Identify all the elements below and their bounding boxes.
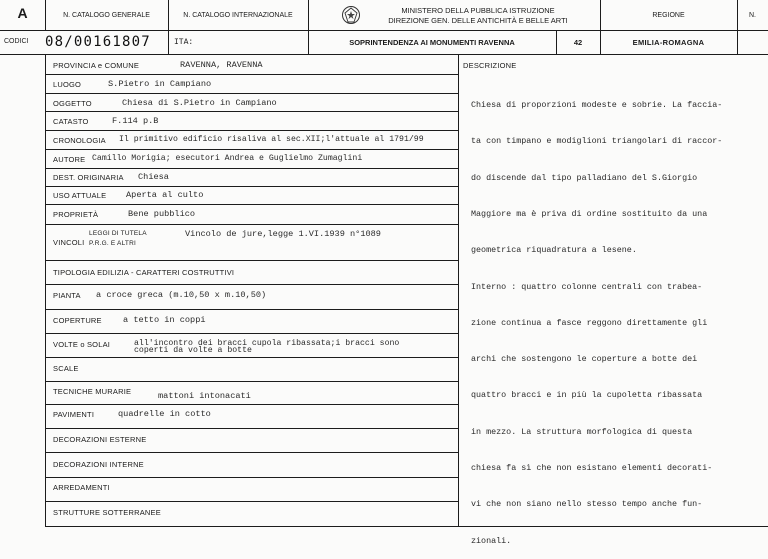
luogo-value: S.Pietro in Campiano xyxy=(108,79,212,89)
descrizione-line: vi che non siano nello stesso tempo anche fun- xyxy=(471,499,703,510)
uso-attuale-value: Aperta al culto xyxy=(126,190,204,200)
volte-value-line2: coperti da volte a botte xyxy=(134,346,252,355)
row-rule xyxy=(45,224,458,225)
row-rule xyxy=(45,149,458,150)
descrizione-line: zionali. xyxy=(471,535,512,546)
vincoli-value: Vincolo de jure,legge 1.VI.1939 n°1089 xyxy=(185,229,381,239)
descrizione-line: Interno : quattro colonne centrali con trabea- xyxy=(471,281,703,292)
row-rule xyxy=(45,168,458,169)
descrizione-line: do discende dal tipo palladiano del S.Giorgio xyxy=(471,172,698,183)
vincoli-sublabel-1: LEGGI DI TUTELA xyxy=(89,230,147,237)
header-divider xyxy=(737,0,738,54)
autore-label: AUTORE xyxy=(53,155,86,164)
catasto-value: F.114 p.B xyxy=(112,116,159,126)
ita-label: ITA: xyxy=(174,38,194,47)
header-divider xyxy=(168,0,169,54)
descrizione-line: Maggiore ma è priva di ordine sostituito da una xyxy=(471,209,708,220)
row-rule xyxy=(45,260,458,261)
oggetto-value: Chiesa di S.Pietro in Campiano xyxy=(122,98,277,108)
proprieta-label: PROPRIETÀ xyxy=(53,210,99,219)
emblem-icon xyxy=(341,4,361,26)
row-rule xyxy=(45,381,458,382)
row-rule xyxy=(45,130,458,131)
row-rule xyxy=(45,357,458,358)
row-rule xyxy=(45,501,458,502)
descrizione-text xyxy=(471,75,722,559)
row-rule xyxy=(45,477,458,478)
tecniche-label: TECNICHE MURARIE xyxy=(53,387,132,396)
dest-originaria-label: DEST. ORIGINARIA xyxy=(53,173,124,182)
soprintendenza-code: 42 xyxy=(573,38,583,47)
oggetto-label: OGGETTO xyxy=(53,99,92,108)
arredamenti-label: ARREDAMENTI xyxy=(53,483,110,492)
row-rule xyxy=(45,404,458,405)
row-rule xyxy=(45,93,458,94)
descrizione-line: ta con timpano e modiglioni triangolari di raccor- xyxy=(471,136,723,147)
volte-value-line1: all'incontro dei bracci cupola ribassata;i bracci sono xyxy=(134,339,400,348)
descrizione-line: chiesa fa sì che non esistano elementi decorati- xyxy=(471,463,713,473)
left-margin-rule xyxy=(45,54,46,526)
pianta-label: PIANTA xyxy=(53,291,81,300)
scale-label: SCALE xyxy=(53,364,79,373)
row-rule xyxy=(45,74,458,75)
catasto-label: CATASTO xyxy=(53,117,89,126)
pavimenti-value: quadrelle in cotto xyxy=(118,409,211,419)
descrizione-line: zione continua a fasce reggono direttamente gli xyxy=(471,317,708,328)
row-rule xyxy=(45,111,458,112)
descrizione-line: geometrica riquadratura a lesene. xyxy=(471,245,637,256)
rule-top xyxy=(0,30,768,31)
row-rule xyxy=(45,309,458,310)
decorazioni-esterne-label: DECORAZIONI ESTERNE xyxy=(53,435,147,444)
regione-value: EMILIA-ROMAGNA xyxy=(632,38,705,47)
coperture-label: COPERTURE xyxy=(53,316,102,325)
row-rule xyxy=(45,204,458,205)
row-rule xyxy=(45,284,458,285)
dest-originaria-value: Chiesa xyxy=(138,172,169,182)
strutture-label: STRUTTURE SOTTERRANEE xyxy=(53,508,161,517)
pavimenti-label: PAVIMENTI xyxy=(53,410,95,419)
ministry-line-1: MINISTERO DELLA PUBBLICA ISTRUZIONE xyxy=(401,6,555,15)
pianta-value: a croce greca (m.10,50 x m.10,50) xyxy=(96,290,267,300)
cronologia-value: Il primitivo edificio risaliva al sec.XII;l'attuale al 1791/99 xyxy=(119,135,424,144)
row-rule xyxy=(45,333,458,334)
column-divider xyxy=(458,54,459,526)
n-label: N. xyxy=(749,12,756,19)
catalogo-internazionale-label: N. CATALOGO INTERNAZIONALE xyxy=(183,12,293,19)
provincia-value: RAVENNA, RAVENNA xyxy=(180,60,263,70)
descrizione-label: DESCRIZIONE xyxy=(463,61,517,70)
proprieta-value: Bene pubblico xyxy=(128,209,196,219)
descrizione-line: in mezzo. La struttura morfologica di questa xyxy=(471,426,693,437)
tecniche-value: mattoni intonacati xyxy=(158,391,251,401)
descrizione-line: quattro bracci e in più la cupoletta ribassata xyxy=(471,390,703,401)
catalog-number: 08/00161807 xyxy=(45,34,151,50)
regione-label: REGIONE xyxy=(652,12,685,19)
cronologia-label: CRONOLOGIA xyxy=(53,136,106,145)
autore-value: Camillo Morigia; esecutori Andrea e Guglielmo Zumaglini xyxy=(92,154,363,163)
descrizione-line: archi che sostengono le coperture a botte dei xyxy=(471,354,698,365)
rule-codes xyxy=(0,54,768,55)
ministry-line-2: DIREZIONE GEN. DELLE ANTICHITÀ E BELLE ARTI xyxy=(388,16,568,25)
vincoli-label: VINCOLI xyxy=(53,238,85,247)
row-rule xyxy=(45,452,458,453)
tipologia-label: TIPOLOGIA EDILIZIA - CARATTERI COSTRUTTIVI xyxy=(53,268,235,277)
vincoli-sublabel-2: P.R.G. E ALTRI xyxy=(89,240,136,247)
soprintendenza-name: SOPRINTENDENZA AI MONUMENTI RAVENNA xyxy=(349,38,515,47)
codici-label: CODICI xyxy=(4,38,29,45)
card-letter: A xyxy=(17,5,28,21)
row-rule xyxy=(45,186,458,187)
luogo-label: LUOGO xyxy=(53,80,82,89)
coperture-value: a tetto in coppi xyxy=(123,315,206,325)
descrizione-line: Chiesa di proporzioni modeste e sobrie. La faccia- xyxy=(471,100,723,111)
decorazioni-interne-label: DECORAZIONI INTERNE xyxy=(53,460,144,469)
row-rule xyxy=(45,428,458,429)
catalogo-generale-label: N. CATALOGO GENERALE xyxy=(63,12,150,19)
uso-attuale-label: USO ATTUALE xyxy=(53,191,107,200)
provincia-label: PROVINCIA e COMUNE xyxy=(53,61,140,70)
volte-label: VOLTE o SOLAI xyxy=(53,340,111,349)
